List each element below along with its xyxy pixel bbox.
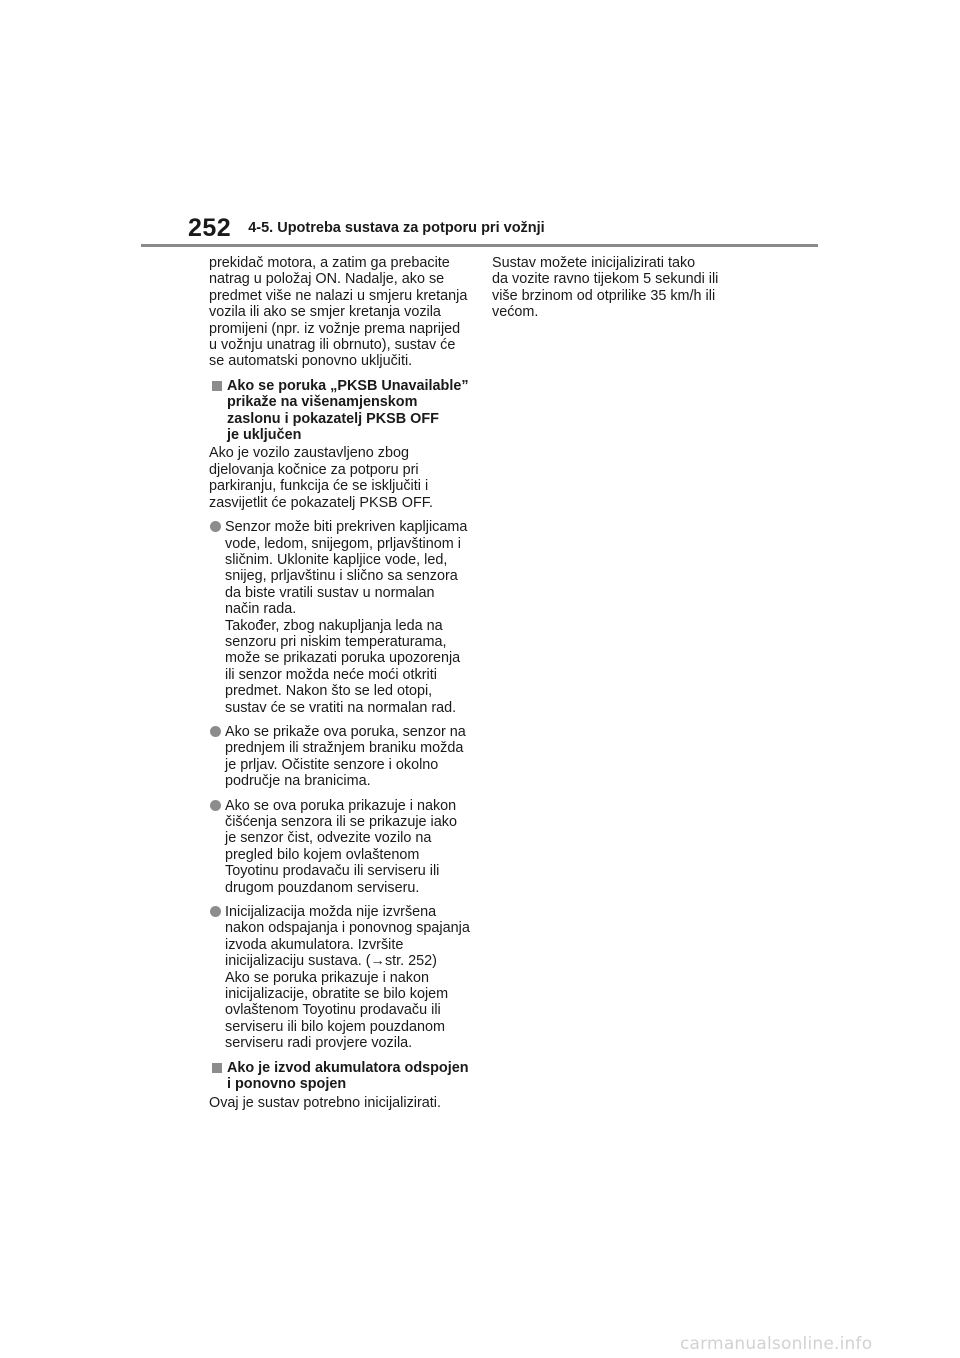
paragraph: Ako je vozilo zaustavljeno zbog djelovanja kočnice za potporu pri parkiranju, funkcija će se isključiti i zasvijetlit će pokazatelj PKSB OFF.: [209, 445, 433, 511]
circle-bullet-icon: [210, 800, 221, 811]
paragraph: prekidač motora, a zatim ga prebacite natrag u položaj ON. Nadalje, ako se predmet više ne nalazi u smjeru kretanja vozila ili ako se smjer kretanja vozila promijeni (npr. iz vožnje prema naprijed u vožnju unatrag ili obrnuto), sustav će se automatski ponovno uključiti.: [209, 255, 468, 370]
list-item-text: Ako se prikaže ova poruka, senzor na prednjem ili stražnjem braniku možda je prljav. Očistite senzore i okolno područje na branicima.: [225, 723, 466, 790]
subheading-text: Ako je izvod akumulatora odspojen i ponovno spojen: [227, 1059, 469, 1093]
list-item: [209, 798, 474, 896]
circle-bullet-icon: [210, 906, 221, 917]
section-title: 4-5. Upotreba sustava za potporu pri vožnji: [248, 220, 545, 236]
square-bullet-icon: [212, 1063, 222, 1073]
page-number: 252: [188, 213, 232, 242]
list-item-text: Senzor može biti prekriven kapljicama vode, ledom, snijegom, prljavštinom i sličnim. Uklonite kapljice vode, led, snijeg, prljavštinu i slično sa senzora da biste vratili sustav u normalan način rada. Također, zbog nakupljanja leda na senzoru pri niskim temperaturama, može se prikazati poruka upozorenja ili senzor možda neće moći otkriti predmet. Nakon što se led otopi, sustav će se vratiti na normalan rad.: [225, 519, 468, 716]
square-bullet-icon: [212, 381, 222, 391]
paragraph: Ovaj je sustav potrebno inicijalizirati.: [209, 1094, 441, 1111]
list-item-text: Inicijalizacija možda nije izvršena nakon odspajanja i ponovnog spajanja izvoda akumulatora. Izvršite inicijalizaciju sustava. (→str. 252) Ako se poruka prikazuje i nakon inicijalizacije, obratite se bilo kojem ovlaštenom Toyotinu prodavaču ili serviseru ili bilo kojem pouzdanom serviseru radi provjere vozila.: [225, 904, 470, 1052]
subheading: [209, 1060, 474, 1093]
paragraph: Sustav možete inicijalizirati tako da vozite ravno tijekom 5 sekundi ili više brzinom od otprilike 35 km/h ili većom.: [492, 255, 719, 321]
subheading-text: Ako se poruka „PKSB Unavailable” prikaže na višenamjenskom zaslonu i pokazatelj PKSB OFF je uključen: [227, 377, 469, 444]
left-column: [209, 255, 474, 1119]
list-item: [209, 724, 474, 790]
list-item-text: Ako se ova poruka prikazuje i nakon čišćenja senzora ili se prikazuje iako je senzor čist, odvezite vozilo na pregled bilo kojem ovlaštenom Toyotinu prodavaču ili serviseru ili drugom pouzdanom serviseru.: [225, 797, 457, 896]
watermark: carmanualsonline.info: [680, 1334, 873, 1354]
page-header: [141, 208, 818, 248]
right-column: [492, 255, 742, 329]
circle-bullet-icon: [210, 521, 221, 532]
list-item: [209, 904, 474, 1052]
list-item: [209, 519, 474, 716]
header-divider: [141, 244, 818, 247]
subheading: [209, 378, 474, 444]
circle-bullet-icon: [210, 726, 221, 737]
